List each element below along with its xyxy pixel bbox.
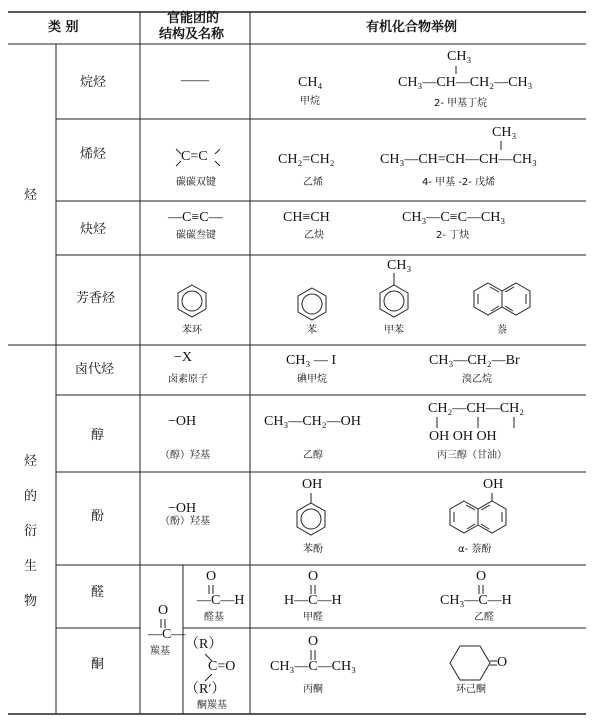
alcohol-group-formula: −OH: [168, 414, 197, 429]
halide-group-formula: −X: [174, 350, 193, 365]
phenol-ex2-name: α- 萘酚: [458, 544, 492, 555]
alkyne-group-name: 碳碳叁键: [176, 230, 216, 241]
carbonyl-oxygen: O: [158, 603, 169, 618]
section-derivative-char: 生: [24, 559, 38, 574]
header-examples: 有机化合物举例: [366, 20, 458, 35]
alkene-group-formula: C=C: [181, 149, 208, 164]
aromatic-ex1-name: 苯: [307, 325, 317, 336]
alkyne-ex2-formula: CH₃—C≡C—CH₃: [402, 210, 506, 225]
alkane-ex1-name: 甲烷: [300, 96, 320, 107]
phenol-ex1-hydroxyl: OH: [302, 477, 323, 492]
section-derivative-char: 物: [24, 594, 38, 609]
ketone-group-r1: （R）: [185, 637, 223, 652]
alkyne-group-formula: —C≡C—: [168, 210, 223, 225]
alkene-group-name: 碳碳双键: [176, 177, 216, 188]
row-label-alkane: 烷烃: [80, 75, 107, 90]
ketone-ex2-oxygen: O: [497, 655, 508, 670]
phenol-ex1-name: 苯酚: [303, 544, 323, 555]
alkene-ex1-name: 乙烯: [303, 177, 323, 188]
section-derivative-char: 衍: [24, 524, 38, 539]
alcohol-ex2-name: 丙三醇（甘油）: [437, 450, 507, 461]
header-group-line2: 结构及名称: [159, 27, 225, 42]
aromatic-ex3-name: 萘: [497, 325, 507, 336]
aldehyde-ex1-name: 甲醛: [303, 612, 323, 623]
halide-ex1-formula: CH₃ — I: [286, 353, 336, 368]
alcohol-ex1-formula: CH₃—CH₂—OH: [264, 414, 361, 429]
halide-ex2-formula: CH₃—CH₂—Br: [429, 353, 520, 368]
aldehyde-ex1-oxygen: O: [308, 569, 319, 584]
alkyne-ex2-name: 2- 丁炔: [436, 230, 470, 241]
alkane-ex2-name: 2- 甲基丁烷: [434, 98, 488, 109]
section-hydrocarbon: 烃: [24, 188, 38, 203]
alkane-group: ——: [181, 73, 209, 88]
alkene-ex1-formula: CH₂=CH₂: [278, 152, 335, 167]
aldehyde-ex2-name: 乙醛: [474, 612, 494, 623]
alkene-ex2-name: 4- 甲基 -2- 戊烯: [422, 177, 496, 188]
header-category: 类 别: [48, 20, 79, 35]
row-label-aromatic: 芳香烃: [76, 291, 116, 306]
carbonyl-formula: —C—: [148, 627, 186, 642]
alcohol-ex1-name: 乙醇: [303, 450, 323, 461]
aromatic-ex2-name: 甲苯: [384, 325, 404, 336]
section-derivative-char: 的: [24, 489, 38, 504]
aldehyde-group-formula: —C—H: [197, 593, 245, 608]
alcohol-group-name: （醇）羟基: [160, 450, 210, 461]
row-label-ketone: 酮: [91, 657, 105, 672]
aromatic-group-name: 苯环: [182, 325, 202, 336]
halide-ex1-name: 碘甲烷: [297, 374, 327, 385]
halide-ex2-name: 溴乙烷: [462, 374, 492, 385]
aldehyde-group-oxygen: O: [206, 569, 217, 584]
aldehyde-group-name: 醛基: [204, 612, 224, 623]
alkane-ex1-formula: CH₄: [298, 75, 323, 90]
alcohol-ex2-formula: CH₂—CH—CH₂: [428, 401, 525, 416]
row-label-alkyne: 炔烃: [80, 222, 107, 237]
row-label-alcohol: 醇: [91, 428, 105, 443]
alkane-ex2-branch: CH₃: [447, 49, 472, 64]
ketone-ex2-name: 环己酮: [456, 684, 486, 695]
ketone-group-name: 酮羰基: [197, 700, 227, 711]
ketone-ex1-oxygen: O: [308, 634, 319, 649]
carbonyl-name: 羰基: [150, 646, 170, 657]
header-group-line1: 官能团的: [167, 11, 220, 26]
alkyne-ex1-formula: CH≡CH: [283, 210, 330, 225]
row-label-aldehyde: 醛: [91, 585, 105, 600]
alkane-ex2-formula: CH₃—CH—CH₂—CH₃: [398, 75, 533, 90]
halide-group-name: 卤素原子: [168, 374, 208, 385]
phenol-group-formula: −OH: [168, 501, 197, 516]
aldehyde-ex2-formula: CH₃—C—H: [440, 593, 512, 608]
phenol-group-name: （酚）羟基: [160, 516, 210, 527]
ketone-ex1-formula: CH₃—C—CH₃: [270, 659, 356, 674]
alkene-ex2-branch: CH₃: [492, 125, 517, 140]
alcohol-ex2-hydroxyls: OH OH OH: [429, 429, 497, 444]
ketone-group-formula: C=O: [208, 659, 236, 674]
toluene-methyl: CH₃: [387, 258, 412, 273]
phenol-ex2-hydroxyl: OH: [483, 477, 504, 492]
ketone-group-r2: （R′）: [185, 682, 226, 697]
section-derivative-char: 烃: [24, 454, 38, 469]
ketone-ex1-name: 丙酮: [303, 684, 323, 695]
row-label-alkene: 烯烃: [80, 147, 107, 162]
aldehyde-ex2-oxygen: O: [476, 569, 487, 584]
row-label-halide: 卤代烃: [75, 362, 115, 377]
aldehyde-ex1-formula: H—C—H: [284, 593, 342, 608]
row-label-phenol: 酚: [91, 509, 105, 524]
alkene-ex2-formula: CH₃—CH=CH—CH—CH₃: [380, 152, 537, 167]
alkyne-ex1-name: 乙炔: [304, 230, 324, 241]
